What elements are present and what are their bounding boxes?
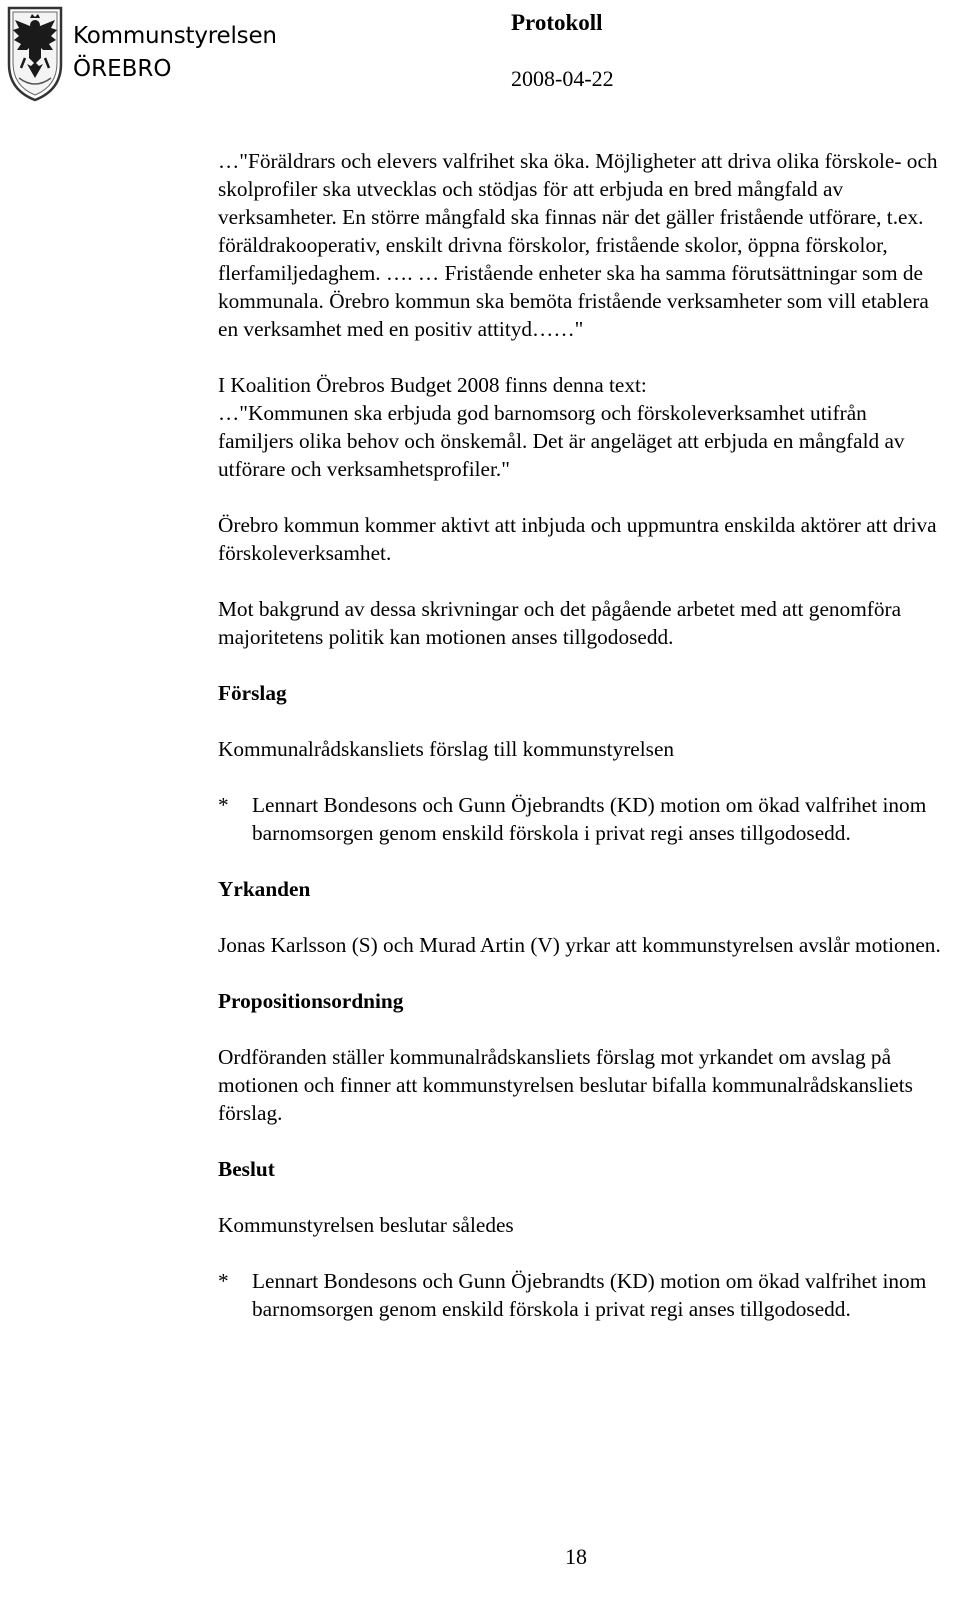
beslut-bullet-text: Lennart Bondesons och Gunn Öjebrandts (KD) motion om ökad valfrihet inom barnomsorgen genom enskild förskola i privat regi anses tillgodosedd. xyxy=(252,1269,927,1321)
quote-paragraph: …"Föräldrars och elevers valfrihet ska öka. Möjligheter att driva olika förskole- och skolprofiler ska utvecklas och stödjas för att erbjuda en bred mångfald av verksamheter. En större mångfald ska finnas när det gäller fristående utförare, t.ex. föräldrakooperativ, enskilt drivna förskolor, fristående skolor, öppna förskolor, flerfamiljedaghem. …. … Fristående enheter ska ha samma förutsättningar som de kommunala. Örebro kommun ska bemöta fristående verksamheter som vill etablera en verksamhet med en positiv attityd……" xyxy=(218,149,938,341)
propositionsordning-text: Ordföranden ställer kommunalrådskansliets förslag mot yrkandet om avslag på motionen och finner att kommunstyrelsen beslutar bifalla kommunalrådskansliets förslag. xyxy=(218,1045,913,1125)
page-header xyxy=(0,0,960,110)
document-date: 2008-04-22 xyxy=(511,66,614,91)
heading-propositionsordning: Propositionsordning xyxy=(218,989,404,1013)
beslut-bullet-item xyxy=(218,1267,943,1323)
yrkanden-text: Jonas Karlsson (S) och Murad Artin (V) yrkar att kommunstyrelsen avslår motionen. xyxy=(218,933,941,957)
document-type: Protokoll xyxy=(511,10,603,35)
forslag-intro: Kommunalrådskansliets förslag till kommunstyrelsen xyxy=(218,737,675,761)
coat-of-arms-icon xyxy=(5,6,65,102)
heading-forslag: Förslag xyxy=(218,681,287,705)
budget-quote: …"Kommunen ska erbjuda god barnomsorg och förskoleverksamhet utifrån familjers olika behov och önskemål. Det är angeläget att erbjuda en mångfald av utförare och verksamhetsprofiler." xyxy=(218,401,905,481)
paragraph-active-invitation: Örebro kommun kommer aktivt att inbjuda och uppmuntra enskilda aktörer att driva förskoleverksamhet. xyxy=(218,513,937,565)
forslag-bullet-text: Lennart Bondesons och Gunn Öjebrandts (KD) motion om ökad valfrihet inom barnomsorgen genom enskild förskola i privat regi anses tillgodosedd. xyxy=(252,793,927,845)
document-body xyxy=(218,147,943,1323)
page-number: 18 xyxy=(565,1544,587,1569)
asterisk-bullet-icon: * xyxy=(218,793,229,817)
asterisk-bullet-icon: * xyxy=(218,1269,229,1293)
paragraph-background: Mot bakgrund av dessa skrivningar och det pågående arbetet med att genomföra majoritetens politik kan motionen anses tillgodosedd. xyxy=(218,597,902,649)
organization-name: Kommunstyrelsen xyxy=(73,23,277,49)
heading-beslut: Beslut xyxy=(218,1157,275,1181)
forslag-bullet-item xyxy=(218,791,943,847)
organization-city: ÖREBRO xyxy=(73,56,172,82)
heading-yrkanden: Yrkanden xyxy=(218,877,311,901)
budget-intro: I Koalition Örebros Budget 2008 finns denna text: xyxy=(218,373,647,397)
beslut-intro: Kommunstyrelsen beslutar således xyxy=(218,1213,514,1237)
